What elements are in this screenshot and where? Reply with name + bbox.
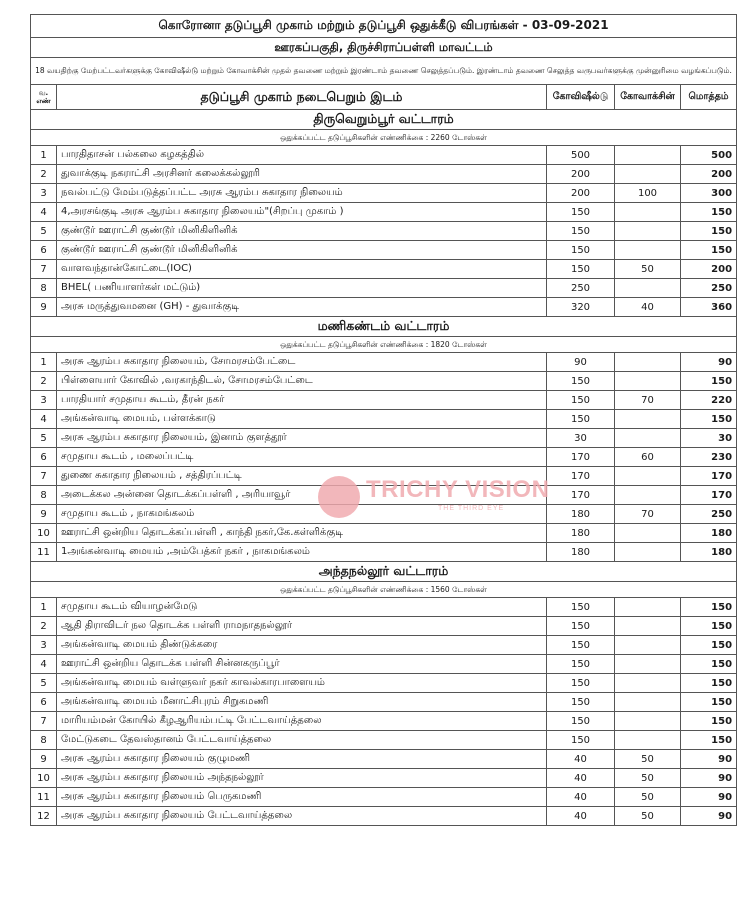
table-row: [31, 712, 737, 731]
table-row: [31, 165, 737, 184]
covaxin-count: 60: [615, 448, 681, 467]
camp-location: துணை சுகாதார நிலையம் , சத்திரப்பட்டி: [57, 467, 547, 486]
covishield-count: 40: [547, 769, 615, 788]
total-count: 90: [681, 353, 737, 372]
total-count: 150: [681, 731, 737, 750]
total-count: 170: [681, 486, 737, 505]
title-row: [31, 15, 737, 38]
covaxin-count: [615, 674, 681, 693]
camp-location: அரசு ஆரம்ப சுகாதார நிலையம், இனாம் குளத்தூர்: [57, 429, 547, 448]
allocation-row: [31, 582, 737, 598]
row-number: 7: [31, 260, 57, 279]
covaxin-count: [615, 693, 681, 712]
row-number: 10: [31, 524, 57, 543]
row-number: 5: [31, 222, 57, 241]
allocation-row: [31, 130, 737, 146]
covishield-count: 500: [547, 146, 615, 165]
covishield-count: 40: [547, 750, 615, 769]
total-count: 250: [681, 505, 737, 524]
covaxin-count: [615, 222, 681, 241]
total-count: 220: [681, 391, 737, 410]
covaxin-count: 70: [615, 391, 681, 410]
total-count: 150: [681, 655, 737, 674]
row-number: 11: [31, 788, 57, 807]
total-count: 90: [681, 750, 737, 769]
row-number: 3: [31, 636, 57, 655]
subtitle-row: [31, 38, 737, 58]
document-subtitle: ஊரகப்பகுதி, திருச்சிராப்பள்ளி மாவட்டம்: [31, 38, 737, 58]
camp-location: குண்டூர் ஊராட்சி குண்டூர் மினிகிளினிக்: [57, 241, 547, 260]
covishield-count: 150: [547, 731, 615, 750]
row-number: 10: [31, 769, 57, 788]
covaxin-count: [615, 524, 681, 543]
camp-location: அங்கன்வாடி மையம், பள்ளக்காடு: [57, 410, 547, 429]
covishield-count: 250: [547, 279, 615, 298]
table-row: [31, 617, 737, 636]
camp-location: அங்கன்வாடி மையம் திண்டுக்கரை: [57, 636, 547, 655]
covishield-count: 180: [547, 543, 615, 562]
row-number: 8: [31, 731, 57, 750]
column-header-place: தடுப்பூசி முகாம் நடைபெறும் இடம்: [57, 85, 547, 110]
covishield-count: 150: [547, 391, 615, 410]
camp-location: பாரதிதாசன் பல்கலை கழகத்தில்: [57, 146, 547, 165]
table-row: [31, 524, 737, 543]
total-count: 150: [681, 241, 737, 260]
total-count: 250: [681, 279, 737, 298]
camp-location: அடைக்கல அன்னை தொடக்கப்பள்ளி , அரியாவூர்: [57, 486, 547, 505]
covishield-count: 150: [547, 410, 615, 429]
covishield-count: 150: [547, 674, 615, 693]
column-header-covishield: கோவிஷீல்டு: [547, 85, 615, 110]
table-row: [31, 769, 737, 788]
covaxin-count: [615, 410, 681, 429]
covaxin-count: [615, 543, 681, 562]
covishield-count: 90: [547, 353, 615, 372]
total-count: 90: [681, 788, 737, 807]
camp-location: அரசு ஆரம்ப சுகாதார நிலையம் குழுமணி: [57, 750, 547, 769]
camp-location: அரசு ஆரம்ப சுகாதார நிலையம் பேட்டவாய்த்தலை: [57, 807, 547, 826]
row-number: 8: [31, 486, 57, 505]
row-number: 9: [31, 505, 57, 524]
column-header-covaxin: கோவாக்சின்: [615, 85, 681, 110]
camp-location: பிள்ளையார் கோவில் ,வரகாந்திடல், சோமரசம்பேட்டை: [57, 372, 547, 391]
total-count: 180: [681, 543, 737, 562]
covishield-count: 200: [547, 165, 615, 184]
covishield-count: 150: [547, 222, 615, 241]
allocation-text: ஒதுக்கப்பட்ட தடுப்பூசிகளின் எண்ணிக்கை : 1560 டோஸ்கள்: [31, 582, 737, 598]
total-count: 150: [681, 410, 737, 429]
covaxin-count: 70: [615, 505, 681, 524]
camp-location: அங்கன்வாடி மையம் வள்ளுவர் நகர் காவல்காரபாளையம்: [57, 674, 547, 693]
camp-location: ஊராட்சி ஒன்றிய தொடக்க பள்ளி சின்னகருப்பூர்: [57, 655, 547, 674]
section-header-row: [31, 562, 737, 582]
covaxin-count: 40: [615, 298, 681, 317]
covishield-count: 150: [547, 636, 615, 655]
covaxin-count: [615, 636, 681, 655]
total-count: 200: [681, 165, 737, 184]
row-number: 3: [31, 184, 57, 203]
watermark-tagline: THE THIRD EYE: [438, 505, 505, 512]
total-count: 170: [681, 467, 737, 486]
vaccination-camp-table: [30, 14, 737, 826]
row-number: 1: [31, 353, 57, 372]
total-count: 30: [681, 429, 737, 448]
eligibility-note: 18 வயதிற்கு மேற்பட்டவர்களுக்கு கோவிஷீல்டு மற்றும் கோவாக்சின் முதல் தவணை மற்றும் இரண்டாம் தவணை செலுத்தப்படும். இரண்டாம் தவணை செலுத்த வருபவர்களுக்கு முன்னுரிமை வழங்கப்படும்.: [31, 58, 737, 85]
section-header-row: [31, 317, 737, 337]
camp-location: குண்டூர் ஊராட்சி குண்டூர் மினிகிளினிக்: [57, 222, 547, 241]
camp-location: மாரியம்மன் கோயில் கீழஆரியம்பட்டி பேட்டவாய்த்தலை: [57, 712, 547, 731]
covaxin-count: [615, 731, 681, 750]
total-count: 150: [681, 372, 737, 391]
camp-location: அரசு ஆரம்ப சுகாதார நிலையம், சோமரசம்பேட்டை: [57, 353, 547, 372]
table-row: [31, 693, 737, 712]
table-row: [31, 203, 737, 222]
allocation-text: ஒதுக்கப்பட்ட தடுப்பூசிகளின் எண்ணிக்கை : 2260 டோஸ்கள்: [31, 130, 737, 146]
camp-location: ஆதி திராவிடர் நல தொடக்க பள்ளி ராமநாதநல்லூர்: [57, 617, 547, 636]
total-count: 150: [681, 203, 737, 222]
row-number: 8: [31, 279, 57, 298]
total-count: 150: [681, 712, 737, 731]
note-row: [31, 58, 737, 85]
table-row: [31, 260, 737, 279]
covaxin-count: [615, 467, 681, 486]
camp-location: சமுதாய கூடம் , மலைப்பட்டி: [57, 448, 547, 467]
covishield-count: 170: [547, 467, 615, 486]
covishield-count: 320: [547, 298, 615, 317]
camp-location: அரசு ஆரம்ப சுகாதார நிலையம் அந்தநல்லூர்: [57, 769, 547, 788]
table-row: [31, 429, 737, 448]
covishield-count: 150: [547, 655, 615, 674]
total-count: 90: [681, 769, 737, 788]
row-number: 3: [31, 391, 57, 410]
total-count: 300: [681, 184, 737, 203]
row-number: 12: [31, 807, 57, 826]
eye-logo-icon: [318, 476, 360, 518]
trichy-vision-watermark: [318, 474, 558, 520]
row-number: 7: [31, 712, 57, 731]
covishield-count: 150: [547, 598, 615, 617]
covishield-count: 150: [547, 260, 615, 279]
covaxin-count: [615, 241, 681, 260]
row-number: 2: [31, 165, 57, 184]
covishield-count: 40: [547, 788, 615, 807]
covishield-count: 30: [547, 429, 615, 448]
covishield-count: 180: [547, 524, 615, 543]
camp-location: துவாக்குடி நகராட்சி அரசினர் கலைக்கல்லூரி: [57, 165, 547, 184]
table-row: [31, 184, 737, 203]
table-row: [31, 543, 737, 562]
covishield-count: 40: [547, 807, 615, 826]
section-name: மணிகண்டம் வட்டாரம்: [31, 317, 737, 337]
table-row: [31, 222, 737, 241]
allocation-row: [31, 337, 737, 353]
covaxin-count: 100: [615, 184, 681, 203]
table-row: [31, 241, 737, 260]
covaxin-count: [615, 165, 681, 184]
row-number: 4: [31, 655, 57, 674]
total-count: 150: [681, 617, 737, 636]
covishield-count: 150: [547, 241, 615, 260]
table-row: [31, 731, 737, 750]
total-count: 200: [681, 260, 737, 279]
covaxin-count: 50: [615, 750, 681, 769]
table-row: [31, 750, 737, 769]
row-number: 5: [31, 429, 57, 448]
covishield-count: 150: [547, 617, 615, 636]
total-count: 500: [681, 146, 737, 165]
covaxin-count: 50: [615, 769, 681, 788]
camp-location: சமுதாய கூடம் வியாழன்மேடு: [57, 598, 547, 617]
covishield-count: 200: [547, 184, 615, 203]
covaxin-count: [615, 353, 681, 372]
row-number: 6: [31, 693, 57, 712]
row-number: 5: [31, 674, 57, 693]
total-count: 230: [681, 448, 737, 467]
covishield-count: 150: [547, 712, 615, 731]
covishield-count: 150: [547, 203, 615, 222]
camp-location: BHEL( பணியாளர்கள் மட்டும்): [57, 279, 547, 298]
row-number: 1: [31, 146, 57, 165]
row-number: 6: [31, 241, 57, 260]
row-number: 4: [31, 203, 57, 222]
covaxin-count: [615, 372, 681, 391]
covaxin-count: [615, 617, 681, 636]
covaxin-count: 50: [615, 807, 681, 826]
row-number: 11: [31, 543, 57, 562]
table-row: [31, 298, 737, 317]
camp-location: நவல்பட்டு மேம்படுத்தப்பட்ட அரசு ஆரம்ப சுகாதார நிலையம்: [57, 184, 547, 203]
table-row: [31, 391, 737, 410]
table-row: [31, 410, 737, 429]
table-row: [31, 788, 737, 807]
row-number: 2: [31, 617, 57, 636]
table-row: [31, 146, 737, 165]
total-count: 150: [681, 693, 737, 712]
camp-location: வாளவந்தான்கோட்டை(IOC): [57, 260, 547, 279]
table-row: [31, 598, 737, 617]
covishield-count: 180: [547, 505, 615, 524]
camp-location: 4,அரசங்குடி அரசு ஆரம்ப சுகாதார நிலையம்"(சிறப்பு முகாம் ): [57, 203, 547, 222]
camp-location: 1அங்கன்வாடி மையம் ,அம்பேத்கர் நகர் , நாகமங்கலம்: [57, 543, 547, 562]
row-number: 1: [31, 598, 57, 617]
covaxin-count: 50: [615, 788, 681, 807]
column-header-sno: வ. எண்: [31, 85, 57, 110]
covaxin-count: [615, 655, 681, 674]
total-count: 180: [681, 524, 737, 543]
table-row: [31, 448, 737, 467]
camp-location: பாரதியார் சமுதாய கூடம், தீரன் நகர்: [57, 391, 547, 410]
covaxin-count: [615, 712, 681, 731]
watermark-brand: TRICHY VISION: [366, 476, 550, 503]
total-count: 360: [681, 298, 737, 317]
camp-location: அரசு மருத்துவமனை (GH) - துவாக்குடி: [57, 298, 547, 317]
camp-location: மேட்டுகடை தேவஸ்தானம் பேட்டவாய்த்தலை: [57, 731, 547, 750]
table-row: [31, 807, 737, 826]
covishield-count: 170: [547, 448, 615, 467]
document-title: கொரோனா தடுப்பூசி முகாம் மற்றும் தடுப்பூசி ஒதுக்கீடு விபரங்கள் - 03-09-2021: [31, 15, 737, 38]
covaxin-count: [615, 486, 681, 505]
covaxin-count: 50: [615, 260, 681, 279]
row-number: 7: [31, 467, 57, 486]
table-row: [31, 279, 737, 298]
camp-location: சமுதாய கூடம் , நாகமங்கலம்: [57, 505, 547, 524]
camp-location: அங்கன்வாடி மையம் மீனாட்சிபுரம் சிறுகமணி: [57, 693, 547, 712]
section-header-row: [31, 110, 737, 130]
table-row: [31, 636, 737, 655]
total-count: 150: [681, 598, 737, 617]
row-number: 6: [31, 448, 57, 467]
table-row: [31, 372, 737, 391]
covaxin-count: [615, 429, 681, 448]
camp-location: ஊராட்சி ஒன்றிய தொடக்கப்பள்ளி , காந்தி நகர்,கே.கள்ளிக்குடி: [57, 524, 547, 543]
covaxin-count: [615, 279, 681, 298]
allocation-text: ஒதுக்கப்பட்ட தடுப்பூசிகளின் எண்ணிக்கை : 1820 டோஸ்கள்: [31, 337, 737, 353]
row-number: 9: [31, 298, 57, 317]
total-count: 150: [681, 674, 737, 693]
total-count: 150: [681, 636, 737, 655]
table-row: [31, 655, 737, 674]
camp-location: அரசு ஆரம்ப சுகாதார நிலையம் பெருகமணி: [57, 788, 547, 807]
covaxin-count: [615, 203, 681, 222]
column-header-row: [31, 85, 737, 110]
row-number: 4: [31, 410, 57, 429]
section-name: அந்தநல்லூர் வட்டாரம்: [31, 562, 737, 582]
covishield-count: 170: [547, 486, 615, 505]
row-number: 9: [31, 750, 57, 769]
total-count: 90: [681, 807, 737, 826]
row-number: 2: [31, 372, 57, 391]
covishield-count: 150: [547, 693, 615, 712]
table-row: [31, 353, 737, 372]
covaxin-count: [615, 598, 681, 617]
covaxin-count: [615, 146, 681, 165]
column-header-total: மொத்தம்: [681, 85, 737, 110]
section-name: திருவெறும்பூர் வட்டாரம்: [31, 110, 737, 130]
table-row: [31, 674, 737, 693]
total-count: 150: [681, 222, 737, 241]
covishield-count: 150: [547, 372, 615, 391]
